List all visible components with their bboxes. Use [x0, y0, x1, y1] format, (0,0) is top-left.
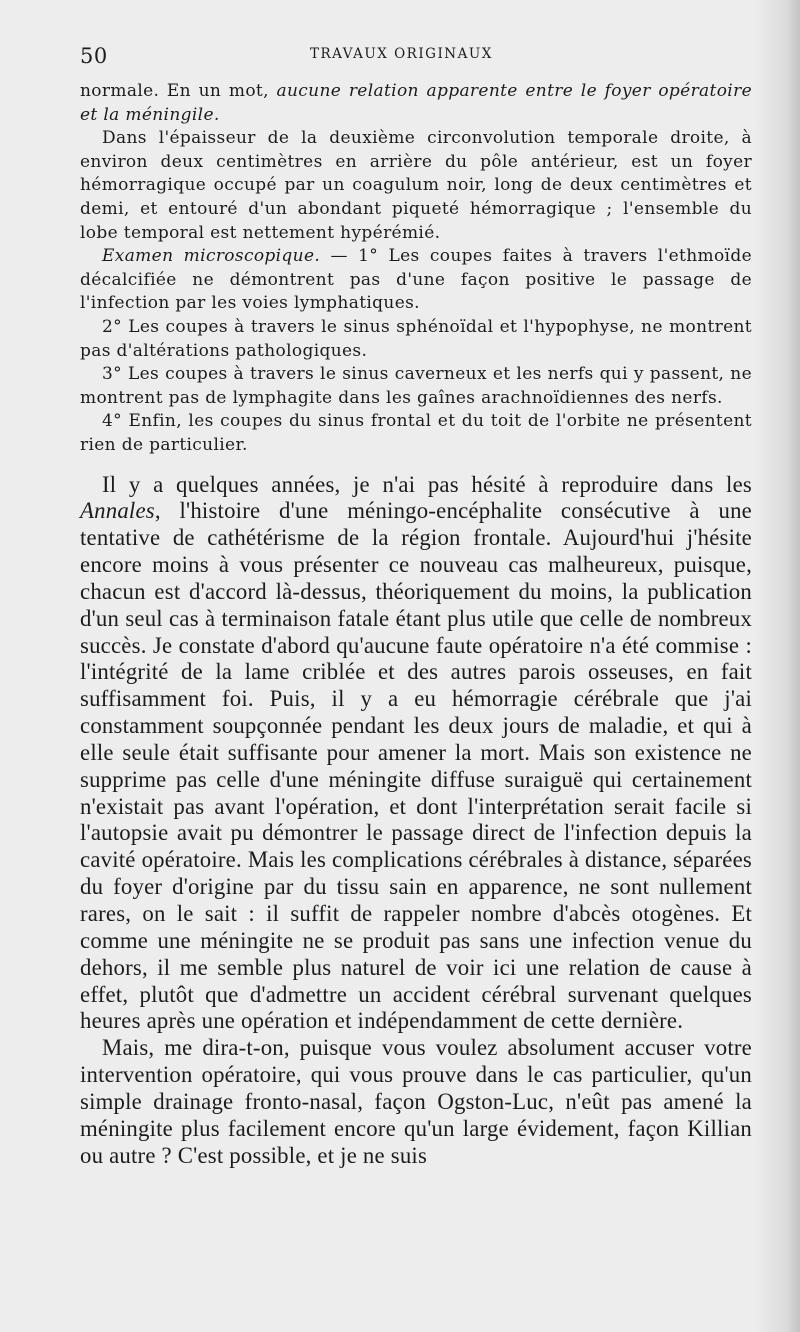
paragraph-text: Mais, me dira-t-on, puisque vous voulez absolument accuser votre intervention opératoire, qui vous prouve dans le cas particulier, qu'un simple drainage fronto-nasal, façon Ogston-Luc, n'eût pas amené la méningite plus facilement encore qu'un large évidement, façon Killian ou autre ? C'est possible, et je ne suis	[80, 1035, 752, 1168]
paragraph	[80, 316, 752, 363]
italic-text: aucune relation apparente entre le foyer opératoire et la méningile.	[80, 81, 752, 125]
paragraph-text: 3° Les coupes à travers le sinus caverneux et les nerfs qui y passent, ne montrent pas de lymphagite dans les gaînes arachnoïdiennes des nerfs.	[80, 364, 752, 408]
paragraph-text: — 1° Les coupes faites à travers l'ethmoïde décalcifiée ne démontrent pas d'une façon positive le passage de l'infection par les voies lymphatiques.	[80, 246, 752, 314]
section-label: Examen microscopique.	[102, 246, 321, 267]
italic-text: Annales	[80, 498, 155, 524]
body-text	[80, 80, 752, 1169]
paragraph	[80, 363, 752, 410]
running-title: TRAVAUX ORIGINAUX	[310, 46, 493, 62]
paragraph	[80, 1035, 752, 1169]
paragraph-text: normale. En un mot,	[80, 81, 277, 101]
paragraph	[80, 80, 752, 127]
paragraph	[80, 472, 752, 1036]
paragraph	[80, 410, 752, 457]
page-edge-shadow	[754, 0, 800, 1332]
paragraph	[80, 245, 752, 316]
paragraph-text: 2° Les coupes à travers le sinus sphénoïdal et l'hypophyse, ne montrent pas d'altérations pathologiques.	[80, 316, 752, 361]
paragraph-text: 4° Enfin, les coupes du sinus frontal et du toit de l'orbite ne présentent rien de particulier.	[80, 411, 752, 455]
page-header	[80, 40, 760, 74]
paragraph-gap	[80, 458, 752, 472]
paragraph-text: Dans l'épaisseur de la deuxième circonvolution temporale droite, à environ deux centimètres en arrière du pôle antérieur, est un foyer hémorragique occupé par un coagulum noir, long de deux centimètres et demi, et entouré d'un abondant piqueté hémorragique ; l'ensemble du lobe temporal est nettement hypérémié.	[80, 128, 752, 243]
page-number: 50	[80, 44, 108, 68]
paragraph-text: , l'histoire d'une méningo-encéphalite consécutive à une tentative de cathétérisme de la région frontale. Aujourd'hui j'hésite encore moins à vous présenter ce nouveau cas malheureux, puisque, chacun est d'accord là-dessus, théoriquement du moins, la publication d'un seul cas à terminaison fatale étant plus utile que celle de nombreux succès. Je constate d'abord qu'aucune faute opératoire n'a été commise : l'intégrité de la lame criblée et des autres parois osseuses, en fait suffisamment foi. Puis, il y a eu hémorragie cérébrale que j'ai constamment soupçonnée pendant les deux jours de maladie, et qui à elle seule était suffisante pour amener la mort. Mais son existence ne supprime pas celle d'une méningite diffuse suraiguë qui certainement n'existait pas avant l'opération, et dont l'interprétation serait facile si l'autopsie avait pu démontrer le passage direct de l'infection depuis la cavité opératoire. Mais les complications cérébrales à distance, séparées du foyer d'origine par du tissu sain en apparence, ne sont nullement rares, on le sait : il suffit de rappeler nombre d'abcès otogènes. Et comme une méningite ne se produit pas sans une infection venue du dehors, il me semble plus naturel de voir ici une relation de cause à effet, plutôt que d'admettre un accident cérébral survenant quelques heures après une opération et indépendamment de cette dernière.	[80, 498, 752, 1034]
paragraph	[80, 127, 752, 245]
paragraph-text: Il y a quelques années, je n'ai pas hésité à reproduire dans les	[102, 471, 752, 497]
